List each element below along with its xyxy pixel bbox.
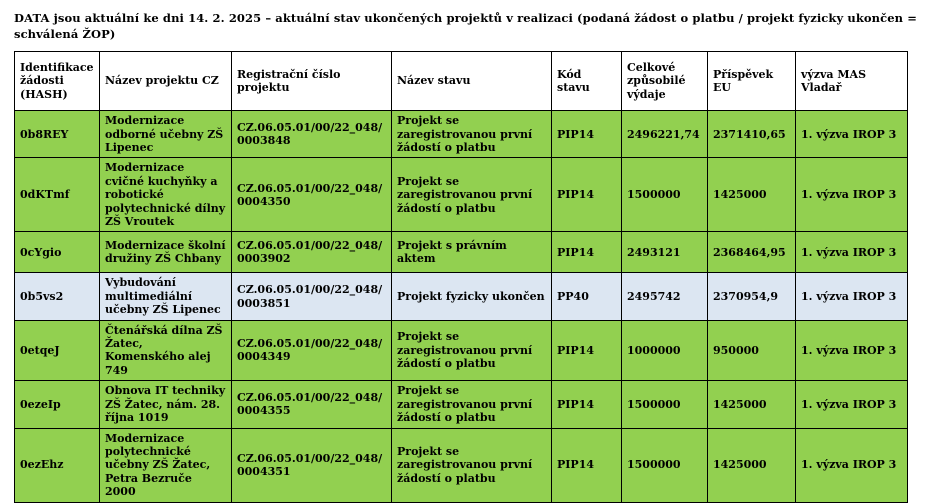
column-header-prispevek: Příspěvek EU <box>708 52 796 111</box>
cell-kod: PIP14 <box>552 158 622 232</box>
cell-hash: 0ezeIp <box>15 381 100 428</box>
cell-hash: 0dKTmf <box>15 158 100 232</box>
cell-stav: Projekt se zaregistrovanou první žádostí o platbu <box>392 111 552 158</box>
cell-reg: CZ.06.05.01/00/22_048/0003848 <box>232 111 392 158</box>
cell-vydaje: 2493121 <box>622 232 708 273</box>
column-header-vyzva: výzva MAS Vladař <box>796 52 908 111</box>
cell-stav: Projekt se zaregistrovanou první žádostí o platbu <box>392 158 552 232</box>
cell-kod: PIP14 <box>552 320 622 381</box>
cell-vydaje: 1500000 <box>622 381 708 428</box>
cell-prispevek: 1425000 <box>708 381 796 428</box>
table-row <box>15 158 908 232</box>
cell-kod: PIP14 <box>552 232 622 273</box>
cell-reg: CZ.06.05.01/00/22_048/0004349 <box>232 320 392 381</box>
cell-reg: CZ.06.05.01/00/22_048/0004350 <box>232 158 392 232</box>
cell-prispevek: 950000 <box>708 320 796 381</box>
column-header-nazev: Název projektu CZ <box>100 52 232 111</box>
table-header <box>15 52 908 111</box>
column-header-stav: Název stavu <box>392 52 552 111</box>
cell-stav: Projekt fyzicky ukončen <box>392 273 552 320</box>
cell-vyzva: 1. výzva IROP 3 <box>796 428 908 502</box>
cell-stav: Projekt s právním aktem <box>392 232 552 273</box>
cell-prispevek: 2368464,95 <box>708 232 796 273</box>
column-header-vydaje: Celkové způsobilé výdaje <box>622 52 708 111</box>
cell-vyzva: 1. výzva IROP 3 <box>796 158 908 232</box>
cell-kod: PIP14 <box>552 381 622 428</box>
cell-kod: PP40 <box>552 273 622 320</box>
page-title: DATA jsou aktuální ke dni 14. 2. 2025 – aktuální stav ukončených projektů v realizaci (podaná žádost o platbu / projekt fyzicky ukončen = schválená ŽOP) <box>14 11 917 42</box>
cell-vyzva: 1. výzva IROP 3 <box>796 232 908 273</box>
table-row <box>15 111 908 158</box>
cell-vyzva: 1. výzva IROP 3 <box>796 111 908 158</box>
cell-hash: 0etqeJ <box>15 320 100 381</box>
column-header-hash: Identifikace žádosti (HASH) <box>15 52 100 111</box>
cell-vydaje: 1000000 <box>622 320 708 381</box>
cell-reg: CZ.06.05.01/00/22_048/0003851 <box>232 273 392 320</box>
table-row <box>15 232 908 273</box>
cell-reg: CZ.06.05.01/00/22_048/0004355 <box>232 381 392 428</box>
cell-nazev: Čtenářská dílna ZŠ Žatec, Komenského alej 749 <box>100 320 232 381</box>
cell-vydaje: 2495742 <box>622 273 708 320</box>
cell-prispevek: 2371410,65 <box>708 111 796 158</box>
cell-hash: 0b8REY <box>15 111 100 158</box>
cell-stav: Projekt se zaregistrovanou první žádostí o platbu <box>392 320 552 381</box>
table-header-row <box>15 52 908 111</box>
cell-nazev: Obnova IT techniky ZŠ Žatec, nám. 28. října 1019 <box>100 381 232 428</box>
column-header-reg: Registrační číslo projektu <box>232 52 392 111</box>
cell-vydaje: 2496221,74 <box>622 111 708 158</box>
cell-vyzva: 1. výzva IROP 3 <box>796 273 908 320</box>
table-row <box>15 428 908 502</box>
projects-table <box>14 51 908 502</box>
cell-stav: Projekt se zaregistrovanou první žádostí o platbu <box>392 381 552 428</box>
table-body <box>15 111 908 502</box>
cell-nazev: Vybudování multimediální učebny ZŠ Lipenec <box>100 273 232 320</box>
cell-hash: 0b5vs2 <box>15 273 100 320</box>
cell-vyzva: 1. výzva IROP 3 <box>796 320 908 381</box>
cell-kod: PIP14 <box>552 111 622 158</box>
table-row <box>15 381 908 428</box>
cell-nazev: Modernizace školní družiny ZŠ Chbany <box>100 232 232 273</box>
cell-reg: CZ.06.05.01/00/22_048/0003902 <box>232 232 392 273</box>
cell-prispevek: 2370954,9 <box>708 273 796 320</box>
cell-vyzva: 1. výzva IROP 3 <box>796 381 908 428</box>
cell-kod: PIP14 <box>552 428 622 502</box>
cell-prispevek: 1425000 <box>708 158 796 232</box>
cell-hash: 0ezEhz <box>15 428 100 502</box>
table-row <box>15 320 908 381</box>
column-header-kod: Kód stavu <box>552 52 622 111</box>
cell-nazev: Modernizace odborné učebny ZŠ Lipenec <box>100 111 232 158</box>
cell-vydaje: 1500000 <box>622 428 708 502</box>
cell-nazev: Modernizace cvičné kuchyňky a robotické polytechnické dílny ZŠ Vroutek <box>100 158 232 232</box>
cell-hash: 0cYgio <box>15 232 100 273</box>
cell-vydaje: 1500000 <box>622 158 708 232</box>
cell-nazev: Modernizace polytechnické učebny ZŠ Žatec, Petra Bezruče 2000 <box>100 428 232 502</box>
cell-reg: CZ.06.05.01/00/22_048/0004351 <box>232 428 392 502</box>
cell-stav: Projekt se zaregistrovanou první žádostí o platbu <box>392 428 552 502</box>
table-row <box>15 273 908 320</box>
cell-prispevek: 1425000 <box>708 428 796 502</box>
